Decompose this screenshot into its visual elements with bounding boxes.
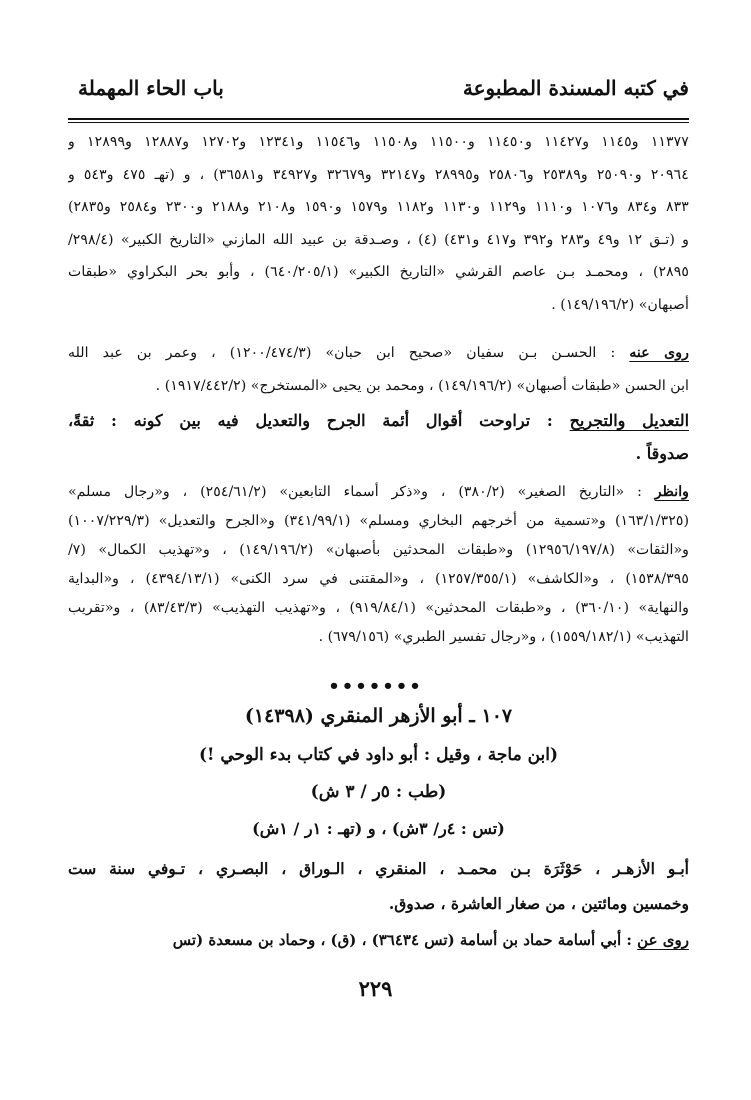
continued-references [68, 126, 689, 321]
text-line: ۱۱۳۷۷ و۱۱٤٥ و۱۱٤۲۷ و۱۱٤٥۰ و۱۱٥۰۰ و۱۱٥۰۸ و۱۱٥٤٦ و۱۲۳٤۱ و۱۲۷۰۲ و۱۲۸۸۷ و۱۲۸۹۹ و [68, 134, 689, 150]
entry-title: ۱۰۷ ـ أبو الأزهر المنقري (۱٤۳۹۸) [244, 705, 513, 727]
narrated-from-section [68, 924, 689, 957]
section-separator: ••••••• [328, 676, 423, 697]
text-line: ۱٥۳۸/۳۹٥) ، و«الكاشف» (۱۲٥۷/۳٥٥/۱) ، و«المقتنى في سرد الكنى» (٤۳۹٤/۱۳/۱) ، و«البداية [68, 571, 689, 587]
header-rule-thin [68, 122, 689, 123]
text-line: التهذيب» (۱٥٥۹/۱۸۲/۱) ، و«رجال تفسير الطبري» (٦۷۹/۱٥٦) . [318, 629, 689, 645]
narrated-from-him-section [68, 337, 689, 402]
text-line: : «التاريخ الصغير» (۳۸۰/۲) ، و«ذكر أسماء التابعين» (۲٥٤/٦۱/۲) ، و«رجال مسلم» [68, 484, 642, 500]
entry-code-tabarani: (طب : ٥ر / ۳ ش) [310, 782, 447, 802]
header-chapter-title: باب الحاء المهملة [78, 76, 224, 100]
entry-biography [68, 851, 689, 921]
text-line: ۲۸۹٥) ، ومحمـد بـن عاصم القرشي «التاريخ الكبير» (٦٤۰/۲۰٥/۱) ، وأبو بحر البكراوي «طبقات [68, 264, 689, 280]
text-line: أصبهان» (۱٤۹/۱۹٦/۲) . [551, 296, 689, 313]
section-label: التعديل والتجريح [569, 411, 689, 430]
entry-code-tas: (تس : ٤ر/ ۳ش) ، و (تهـ : ۱ر / ۱ش) [252, 819, 505, 838]
section-label: روى عن [637, 931, 689, 949]
text-line: ابن الحسن «طبقات أصبهان» (۱٤۹/۱۹٦/۲) ، ومحمد بن يحيى «المستخرج» (۱۹۱۷/٤٤۲/۲) . [155, 377, 689, 394]
text-line: وخمسين ومائتين ، من صغار العاشرة ، صدوق. [388, 894, 689, 913]
header-book-title: في كتبه المسندة المطبوعة [462, 76, 689, 100]
text-line: والنهاية» (۳٦۰/۱۰) ، و«طبقات المحدثين» (۹۱۹/۸٤/۱) ، و«تهذيب التهذيب» (۸۳/٤۳/۳) ، و«تقريب [68, 600, 689, 616]
section-label: وانظر [654, 484, 689, 500]
text-line: و«الثقات» (۱۲۹٥٦/۱۹۷/۸) و«طبقات المحدثين بأصبهان» (۱٤۹/۱۹٦/۲) ، و«تهذيب الكمال» (۷/ [68, 542, 689, 558]
page-number: ۲۲۹ [358, 976, 393, 1001]
section-label: روى عنه [629, 345, 689, 361]
text-line: ۲۰۹٦٤ و۲٥۰۹۰ و۲٥۳۸۹ و۲٥۸۰٦ و۲۸۹۹٥ و۳۲۱٤۷ و۳۲٦۷۹ و۳٤۹۲۷ و۳٦٥۸۱) ، و (تهـ ٤٧٥ و٥٤۳ و [68, 166, 689, 183]
grading-section [68, 405, 689, 470]
text-line: (۳۲٥/۱٦۳/۱) و«تسمية من أخرجهم البخاري ومسلم» (۳٤۱/۹۹/۱) و«الجرح والتعديل» (۱۰۰۷/۲۲۹/۳) [68, 513, 689, 529]
entry-note: (ابن ماجة ، وقيل : أبو داود في كتاب بدء الوحي !) [198, 745, 559, 765]
text-line: : تراوحت أقوال أئمة الجرح والتعديل فيه بين كونه : ثقةً، [68, 411, 553, 430]
text-line: ۸۳۳ و۸۳٤ و۱۰۷٦ و۱۱۱۰ و۱۱۲۹ و۱۱۳۰ و۱۱۸۲ و۱٥۷۹ و۱٥۹۰ و۲۱۰۸ و۲۱۸۸ و۲۳۰۰ و۲٥۸٤ و۲۸۳٥) [68, 199, 689, 215]
text-line: و (تـق ۱۲ و٤۹ و۲۸۳ و۳۹۲ و٤۱۷ و٤۳۱) (٤) ، وصـدقة بن عبيد الله المازني «التاريخ الكبير» (۲۹۸/٤/ [68, 231, 689, 248]
running-header [78, 76, 689, 110]
text-line: صدوقاً . [635, 443, 689, 463]
see-also-section [68, 478, 689, 652]
text-line: : الحسـن بـن سفيان «صحيح ابن حبان» (۱۲۰۰/٤٧٤/۳) ، وعمر بن عبد الله [68, 345, 616, 361]
text-line: : أبي أسامة حماد بن أسامة (تس ۳٦٤۳٤) ، (ق) ، وحماد بن مسعدة (تس [172, 931, 632, 949]
header-rule [68, 118, 689, 120]
text-line: أبـو الأزهـر ، حَوْثَرَة بـن محمـد ، المنقري ، الـوراق ، البصـري ، تـوفي سنة ست [68, 859, 689, 878]
